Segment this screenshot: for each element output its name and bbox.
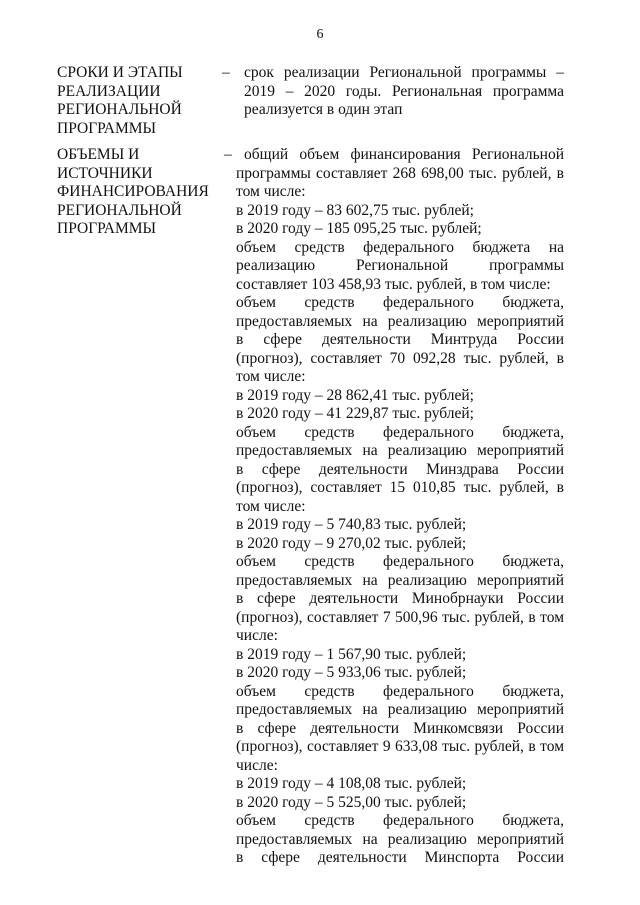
content-line: объем средств федерального бюджета, xyxy=(236,812,564,829)
label-line: РЕГИОНАЛЬНОЙ xyxy=(57,101,182,118)
content-line: в 2019 году – 5 740,83 тыс. рублей; xyxy=(236,516,467,533)
content-line: числе: xyxy=(236,756,278,774)
content-line: предоставляемых на реализацию мероприятий xyxy=(236,571,564,589)
content-line: объем средств федерального бюджета на xyxy=(236,238,564,256)
content-line: объем средств федерального бюджета, xyxy=(236,294,564,311)
content-line: предоставляемых на реализацию мероприятий xyxy=(236,701,564,718)
content-line: 2019 – 2020 годы. Региональная программа xyxy=(244,82,564,100)
content-line: том числе: xyxy=(236,368,306,385)
content-line: составляет 103 458,93 тыс. рублей, в том числе: xyxy=(236,275,551,293)
dash-marker: – xyxy=(222,64,230,81)
section-label-financing xyxy=(57,146,212,239)
content-line: в сфере деятельности Минспорта России xyxy=(236,849,564,866)
content-line: (прогноз), составляет 7 500,96 тыс. рублей, в том xyxy=(236,608,564,626)
content-line: в сфере деятельности Минтруда России xyxy=(236,331,564,348)
content-line: предоставляемых на реализацию мероприятий xyxy=(236,442,564,459)
content-line: том числе: xyxy=(236,497,306,515)
content-line: в 2019 году – 4 108,08 тыс. рублей; xyxy=(236,775,467,792)
content-line: в 2020 году – 5 933,06 тыс. рублей; xyxy=(236,664,467,681)
content-line: реализацию Региональной программы xyxy=(236,257,564,274)
label-line: ПРОГРАММЫ xyxy=(57,119,157,137)
content-line: в сфере деятельности Минздрава России xyxy=(236,460,564,478)
content-line: в сфере деятельности Минобрнауки России xyxy=(236,590,564,607)
content-line: объем средств федерального бюджета, xyxy=(236,682,564,700)
label-line: РЕАЛИЗАЦИИ xyxy=(57,82,161,100)
content-line: реализуется в один этап xyxy=(244,101,403,118)
content-line: (прогноз), составляет 70 092,28 тыс. рублей, в xyxy=(236,349,564,367)
label-line: РЕГИОНАЛЬНОЙ xyxy=(57,201,182,219)
section-content-terms xyxy=(244,64,564,120)
content-line: программы составляет 268 698,00 тыс. рублей, в xyxy=(236,164,564,182)
content-line: объем средств федерального бюджета, xyxy=(236,423,564,441)
content-line: (прогноз), составляет 15 010,85 тыс. рублей, в xyxy=(236,479,564,496)
content-line: срок реализации Региональной программы – xyxy=(244,64,564,81)
dash-marker: – xyxy=(224,146,232,163)
label-line: ИСТОЧНИКИ xyxy=(57,164,153,182)
label-line: СРОКИ И ЭТАПЫ xyxy=(57,64,183,81)
content-line: предоставляемых на реализацию мероприятий xyxy=(236,312,564,330)
content-line: в 2020 году – 41 229,87 тыс. рублей; xyxy=(236,405,474,422)
content-line: в 2019 году – 1 567,90 тыс. рублей; xyxy=(236,645,467,663)
content-line: (прогноз), составляет 9 633,08 тыс. рублей, в том xyxy=(236,738,564,755)
content-line: объем средств федерального бюджета, xyxy=(236,553,564,570)
content-line: общий объем финансирования Региональной xyxy=(244,146,564,163)
content-line: том числе: xyxy=(236,183,306,200)
content-line: предоставляемых на реализацию мероприятий xyxy=(236,830,564,848)
label-line: ПРОГРАММЫ xyxy=(57,220,157,237)
content-line: в 2019 году – 83 602,75 тыс. рублей; xyxy=(236,201,474,219)
section-content-financing xyxy=(236,146,564,868)
content-line: в 2020 году – 9 270,02 тыс. рублей; xyxy=(236,534,467,552)
label-line: ФИНАНСИРОВАНИЯ xyxy=(57,183,209,200)
section-label-terms xyxy=(57,64,212,138)
page-number: 6 xyxy=(316,27,324,42)
label-line: ОБЪЕМЫ И xyxy=(57,146,140,163)
content-line: в сфере деятельности Минкомсвязи России xyxy=(236,719,564,737)
content-line: в 2019 году – 28 862,41 тыс. рублей; xyxy=(236,386,474,404)
content-line: в 2020 году – 5 525,00 тыс. рублей; xyxy=(236,793,467,811)
content-line: в 2020 году – 185 095,25 тыс. рублей; xyxy=(236,220,482,237)
content-line: числе: xyxy=(236,627,278,644)
